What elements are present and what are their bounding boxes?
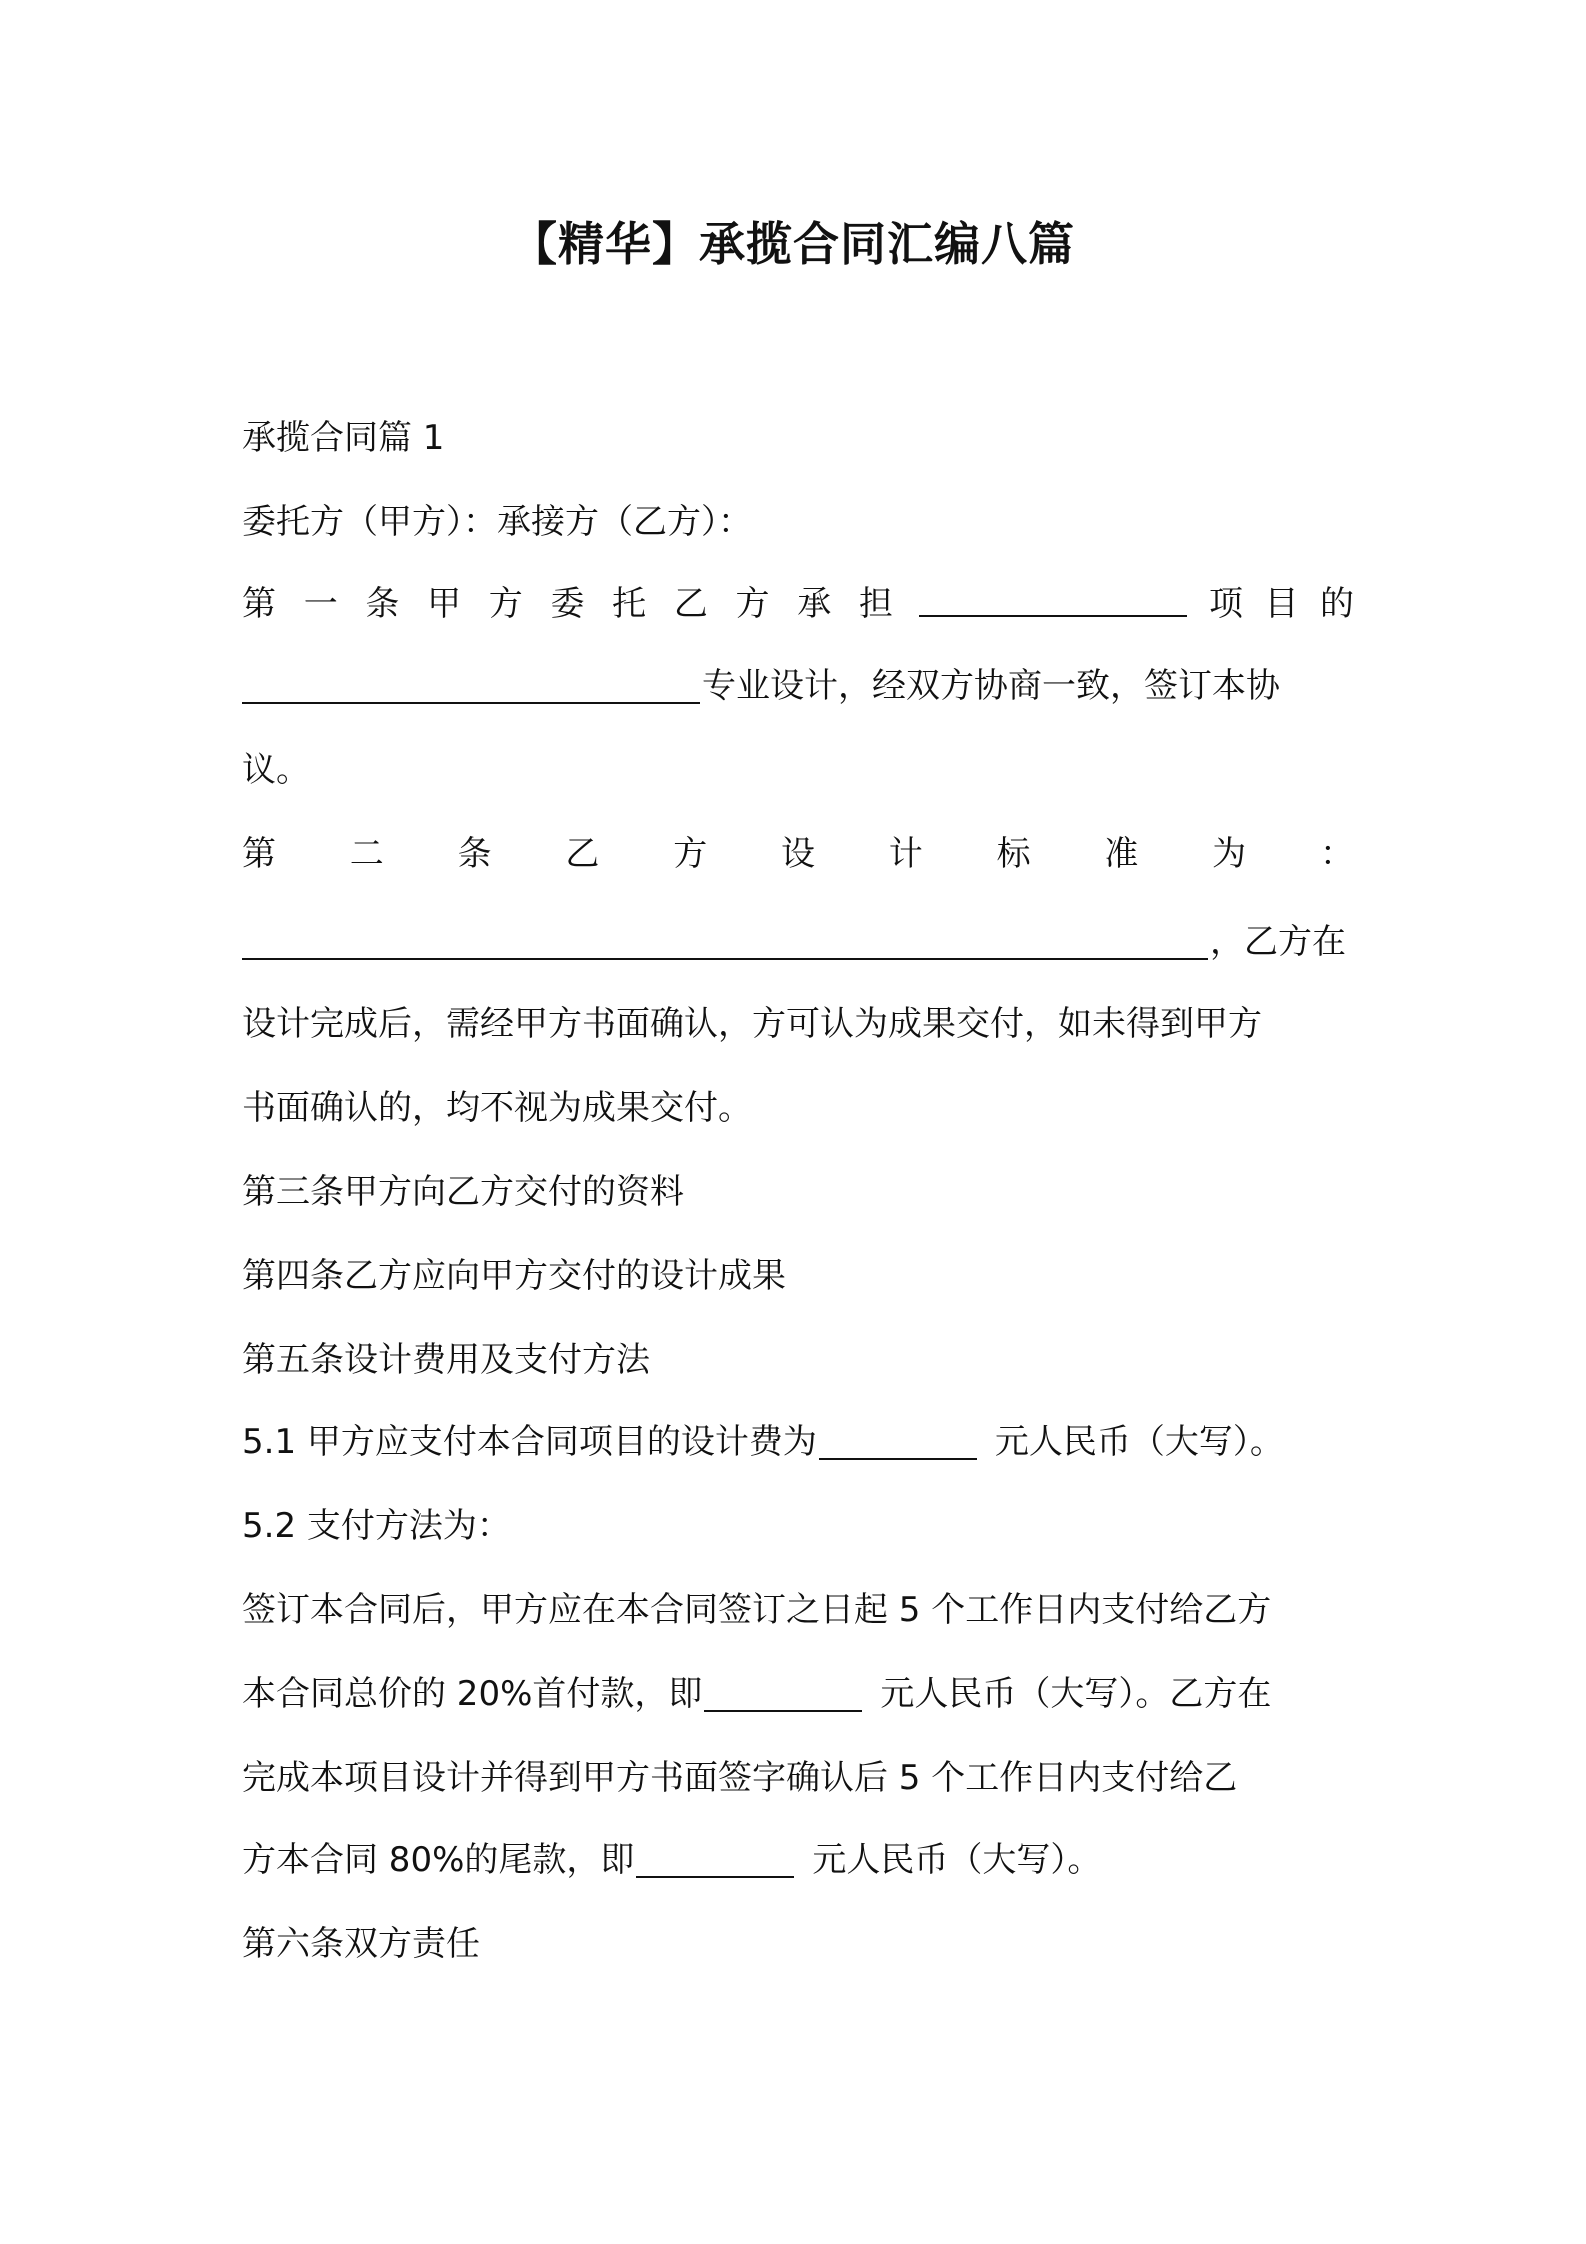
- article-2-line-3: 设计完成后，需经甲方书面确认，方可认为成果交付，如未得到甲方: [242, 1004, 1262, 1044]
- spread-char: 方: [488, 584, 523, 624]
- spread-char: 第: [242, 834, 276, 874]
- article-5: 第五条设计费用及支付方法: [242, 1340, 650, 1380]
- spread-char: 标: [996, 834, 1031, 874]
- article-5-1-text: 5.1 甲方应支付本合同项目的设计费为: [242, 1422, 817, 1462]
- document-title: 【精华】承揽合同汇编八篇: [511, 217, 1075, 271]
- article-5-2: 5.2 支付方法为：: [242, 1506, 511, 1546]
- article-1-line-1: [242, 574, 1354, 634]
- payment-line-4: [242, 1830, 1354, 1890]
- spread-char: 委: [550, 584, 585, 624]
- article-2-text: ，乙方在: [1210, 922, 1346, 962]
- blank-line: [636, 1840, 794, 1878]
- blank-line: [242, 922, 1208, 960]
- spread-char: 第: [242, 584, 276, 624]
- article-5-1-suffix: 元人民币（大写）。: [994, 1422, 1284, 1462]
- article-1-spread-text: [242, 574, 893, 634]
- payment-line-4-text: 方本合同 80%的尾款，即: [242, 1840, 635, 1880]
- payment-line-1: 签订本合同后，甲方应在本合同签订之日起 5 个工作日内支付给乙方: [242, 1590, 1272, 1630]
- spread-char: 托: [612, 584, 647, 624]
- spread-char: 担: [858, 584, 893, 624]
- spread-char: 方: [673, 834, 708, 874]
- spread-char: 条: [457, 834, 492, 874]
- payment-line-3: 完成本项目设计并得到甲方书面签字确认后 5 个工作日内支付给乙: [242, 1758, 1238, 1798]
- payment-line-4-suffix: 元人民币（大写）。: [812, 1840, 1102, 1880]
- article-2-line-1: [242, 824, 1354, 884]
- article-2-line-2: [242, 912, 1354, 972]
- blank-line: [919, 579, 1187, 617]
- article-1-text: 专业设计，经双方协商一致，签订本协: [702, 666, 1280, 706]
- spread-char: 的: [1320, 584, 1354, 624]
- blank-line: [242, 666, 700, 704]
- spread-char: 一: [303, 584, 338, 624]
- article-4: 第四条乙方应向甲方交付的设计成果: [242, 1256, 786, 1296]
- spread-char: 项: [1209, 584, 1243, 624]
- blank-line: [704, 1674, 862, 1712]
- article-2-line-4: 书面确认的，均不视为成果交付。: [242, 1088, 752, 1128]
- spread-char: 甲: [427, 584, 462, 624]
- article-1-spread-end: [1209, 574, 1354, 634]
- spread-char: 乙: [673, 584, 708, 624]
- spread-char: 二: [349, 834, 384, 874]
- payment-line-2-text: 本合同总价的 20%首付款，即: [242, 1674, 703, 1714]
- article-1-line-2: [242, 656, 1354, 716]
- parties-line: 委托方（甲方）：承接方（乙方）：: [242, 502, 752, 542]
- spread-char: 方: [735, 584, 770, 624]
- article-5-1: [242, 1412, 1354, 1472]
- spread-char: 乙: [565, 834, 600, 874]
- section-heading: 承揽合同篇 1: [242, 418, 445, 458]
- article-6: 第六条双方责任: [242, 1924, 480, 1964]
- spread-char: 设: [780, 834, 815, 874]
- spread-char: ：: [1319, 834, 1354, 874]
- spread-char: 条: [365, 584, 400, 624]
- payment-line-2-suffix: 元人民币（大写）。乙方在: [880, 1674, 1272, 1714]
- article-1-line-3: 议。: [242, 750, 310, 790]
- spread-char: 为: [1212, 834, 1247, 874]
- payment-line-2: [242, 1664, 1354, 1724]
- spread-char: 目: [1264, 584, 1299, 624]
- spread-char: 承: [797, 584, 832, 624]
- blank-line: [819, 1422, 977, 1460]
- spread-char: 计: [888, 834, 923, 874]
- article-2-spread-text: [242, 824, 1354, 884]
- spread-char: 准: [1104, 834, 1139, 874]
- article-3: 第三条甲方向乙方交付的资料: [242, 1172, 684, 1212]
